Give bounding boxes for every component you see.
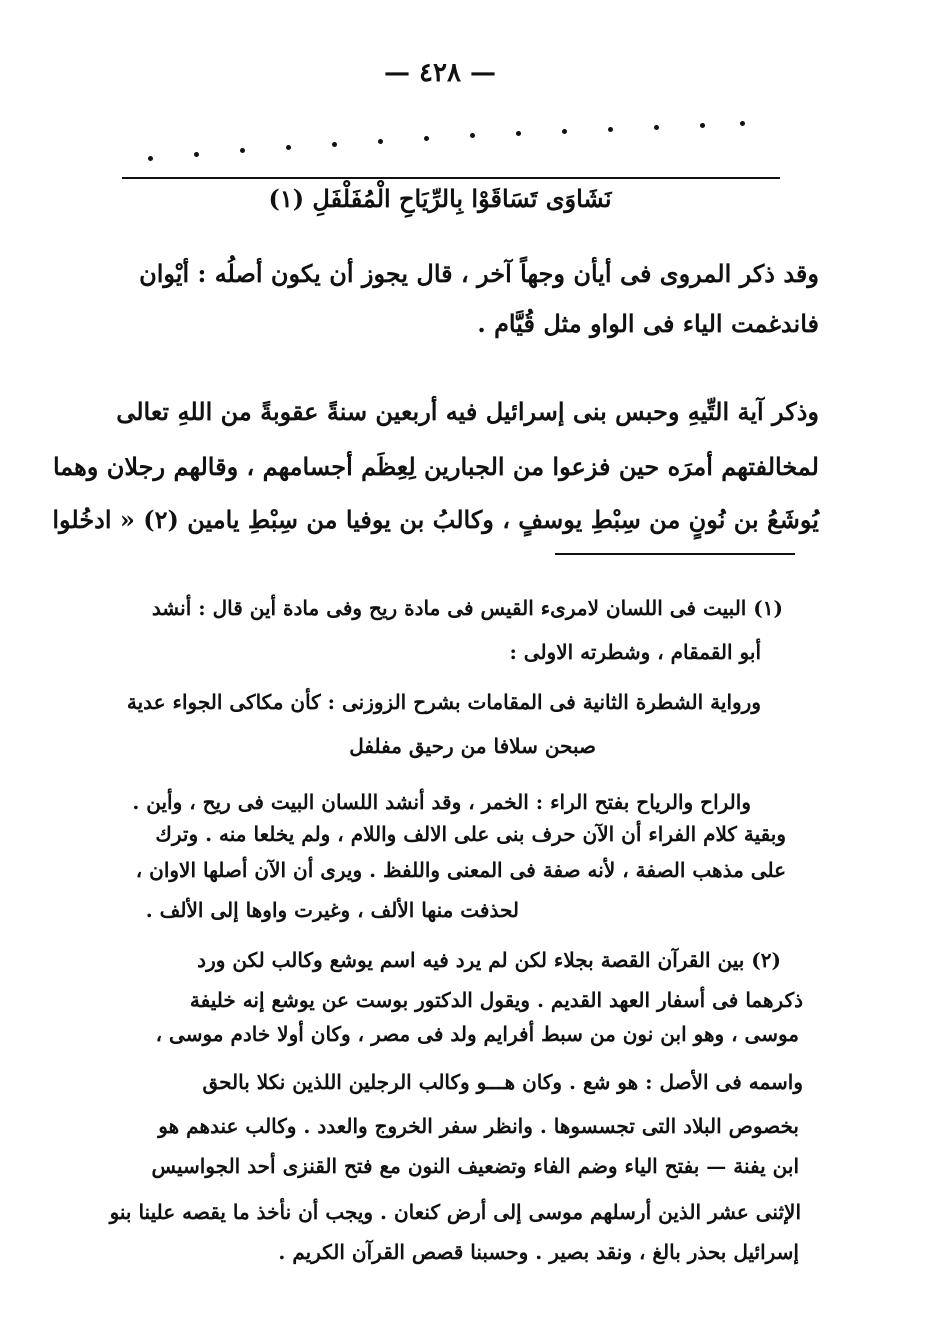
ornament-dot	[240, 148, 245, 153]
ornament-dot	[286, 145, 291, 150]
footnote-line: على مذهب الصفة ، لأنه صفة فى المعنى واللفظ . ويرى أن الآن أصلها الاوان ،	[135, 858, 786, 882]
footnote-separator	[555, 553, 795, 555]
footnote-line: صبحن سلافا من رحيق مفلفل	[349, 734, 596, 758]
poetry-verse: نَشَاوَى تَسَاقَوْا بِالرِّيَاحِ الْمُفَلْفَلِ (١)	[268, 184, 612, 213]
text-line: فاندغمت الياء فى الواو مثل قُيَّام .	[477, 309, 819, 338]
footnote-line: ابن يفنة — بفتح الياء وضم الفاء وتضعيف النون مع فتح القنزى أحد الجواسيس	[151, 1154, 799, 1178]
footnote-line: ورواية الشطرة الثانية فى المقامات بشرح الزوزنى : كأن مكاكى الجواء عدية	[126, 690, 761, 714]
ornament-dot	[148, 156, 153, 161]
text-line: يُوشَعُ بن نُونٍ من سِبْطِ يوسفٍ ، وكالبُ بن يوفيا من سِبْطِ يامين (٢) « ادخُلوا	[52, 505, 819, 534]
footnote-line: (١) البيت فى اللسان لامرىء القيس فى مادة ريح وفى مادة أين قال : أنشد	[151, 596, 783, 620]
footnote-line: لحذفت منها الألف ، وغيرت واوها إلى الألف .	[145, 898, 519, 922]
footnote-line: الإثنى عشر الذين أرسلهم موسى إلى أرض كنعان . ويجب أن نأخذ ما يقصه علينا بنو	[109, 1200, 801, 1224]
ornament-dot	[700, 123, 705, 128]
paragraph-2	[52, 397, 819, 550]
paragraph-1	[119, 259, 819, 362]
footnote-line: وبقية كلام الفراء أن الآن حرف بنى على الالف واللام ، ولم يخلعا منه . وترك	[155, 822, 786, 846]
ornament-dot	[470, 133, 475, 138]
ornament-dot	[654, 125, 659, 130]
ornament-dot	[194, 152, 199, 157]
ornament-dot	[740, 121, 745, 126]
ornament-dot	[424, 136, 429, 141]
text-line: لمخالفتهم أمرَه حين فزعوا من الجبارين لِعِظَم أجسامهم ، وقالهم رجلان وهما	[52, 452, 819, 481]
ornament-dot	[516, 131, 521, 136]
footnote-line: أبو القمقام ، وشطرته الاولى :	[509, 640, 761, 664]
footnote-line: بخصوص البلاد التى تجسسوها . وانظر سفر الخروج والعدد . وكالب عندهم هو	[158, 1114, 799, 1138]
footnote-line: والراح والرياح بفتح الراء : الخمر ، وقد أنشد اللسان البيت فى ريح ، وأين .	[132, 790, 751, 814]
ornament-dot	[378, 139, 383, 144]
ornament-dot	[562, 129, 567, 134]
text-line: وقد ذكر المروى فى أيأن وجهاً آخر ، قال يجوز أن يكون أصلُه : أيْوان	[139, 259, 819, 288]
footnote-line: إسرائيل بحذر بالغ ، ونقد بصير . وحسبنا قصص القرآن الكريم .	[278, 1240, 799, 1264]
ornament-dot	[332, 142, 337, 147]
ornament-dot	[608, 127, 613, 132]
footnote-line: موسى ، وهو ابن نون من سبط أفرايم ولد فى مصر ، وكان أولا خادم موسى ،	[155, 1022, 799, 1046]
footnote-line: واسمه فى الأصل : هو شع . وكان هـــو وكالب الرجلين اللذين نكلا بالحق	[202, 1070, 803, 1094]
header-rule	[122, 177, 780, 179]
footnote-line: (٢) بين القرآن القصة بجلاء لكن لم يرد فيه اسم يوشع وكالب لكن ورد	[197, 948, 781, 972]
text-line: وذكر آية التِّيهِ وحبس بنى إسرائيل فيه أربعين سنةً عقوبةً من اللهِ تعالى	[116, 397, 819, 426]
footnote-line: ذكرهما فى أسفار العهد القديم . ويقول الدكتور بوست عن يوشع إنه خليفة	[189, 988, 803, 1012]
decorative-dot-border	[148, 118, 748, 168]
page-number: — ٤٢٨ —	[383, 58, 497, 88]
